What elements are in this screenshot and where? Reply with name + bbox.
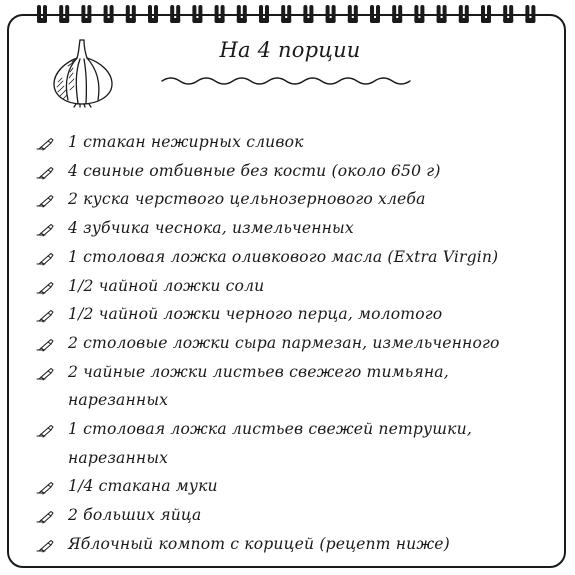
ingredient-item <box>36 185 556 214</box>
binding-ring <box>303 5 313 23</box>
writing-hand-icon <box>36 194 54 208</box>
binding-ring <box>237 5 247 23</box>
binding-ring <box>170 5 180 23</box>
binding-ring <box>370 5 380 23</box>
writing-hand-icon <box>36 166 54 180</box>
writing-hand-icon <box>36 367 54 381</box>
ingredient-item <box>36 358 556 415</box>
binding-ring <box>503 5 513 23</box>
binding-ring <box>281 5 291 23</box>
ingredient-item <box>36 243 556 272</box>
writing-hand-icon <box>36 424 54 438</box>
ingredient-text: 1/2 чайной ложки черного перца, молотого <box>68 305 443 324</box>
binding-ring <box>81 5 91 23</box>
writing-hand-icon <box>36 137 54 151</box>
ingredient-text-continued: нарезанных <box>68 391 169 410</box>
binding-ring <box>215 5 225 23</box>
ingredient-text: 4 зубчика чеснока, измельченных <box>68 219 354 238</box>
binding-ring <box>259 5 269 23</box>
writing-hand-icon <box>36 539 54 553</box>
ingredient-text: Яблочный компот с корицей (рецепт ниже) <box>68 534 450 553</box>
ingredient-item <box>36 272 556 301</box>
binding-ring <box>192 5 202 23</box>
ingredient-item <box>36 157 556 186</box>
writing-hand-icon <box>36 510 54 524</box>
ingredient-item <box>36 300 556 329</box>
ingredient-text-continued: нарезанных <box>68 448 169 467</box>
wave-divider <box>160 72 412 90</box>
ingredient-text: 1 стакан нежирных сливок <box>68 133 304 151</box>
ingredient-item <box>36 472 556 501</box>
writing-hand-icon <box>36 281 54 295</box>
ingredient-text: 2 чайные ложки листьев свежего тимьяна, <box>68 362 449 381</box>
ingredient-item <box>36 214 556 243</box>
garlic-icon <box>46 38 120 108</box>
writing-hand-icon <box>36 309 54 323</box>
binding-ring <box>59 5 69 23</box>
ingredient-item <box>36 415 556 472</box>
writing-hand-icon <box>36 252 54 266</box>
ingredient-text: 1 столовая ложка листьев свежей петрушки, <box>68 420 472 439</box>
ingredient-text: 2 куска черствого цельнозернового хлеба <box>68 190 426 209</box>
ingredients-list <box>36 128 556 559</box>
binding-ring <box>348 5 358 23</box>
writing-hand-icon <box>36 338 54 352</box>
ingredient-item <box>36 530 556 559</box>
ingredient-text: 2 больших яйца <box>68 506 202 525</box>
binding-ring <box>437 5 447 23</box>
ingredient-item <box>36 128 556 157</box>
servings-title: На 4 порции <box>219 38 361 62</box>
binding-ring <box>148 5 158 23</box>
binding-ring <box>326 5 336 23</box>
writing-hand-icon <box>36 481 54 495</box>
binding-ring <box>126 5 136 23</box>
ingredient-text: 1/4 стакана муки <box>68 477 218 496</box>
binding-ring <box>481 5 491 23</box>
ingredient-item <box>36 501 556 530</box>
binding-ring <box>459 5 469 23</box>
writing-hand-icon <box>36 223 54 237</box>
binding-ring <box>392 5 402 23</box>
binding-ring <box>525 5 535 23</box>
ingredient-text: 2 столовые ложки сыра пармезан, измельченного <box>68 333 500 352</box>
ingredient-text: 1/2 чайной ложки соли <box>68 276 265 295</box>
ingredient-item <box>36 329 556 358</box>
binding-ring <box>414 5 424 23</box>
ingredient-text: 4 свиные отбивные без кости (около 650 г) <box>68 161 441 180</box>
binding-ring <box>104 5 114 23</box>
binding-ring <box>37 5 47 23</box>
ingredient-text: 1 столовая ложка оливкового масла (Extra Virgin) <box>68 247 499 266</box>
spiral-binding <box>0 0 575 30</box>
